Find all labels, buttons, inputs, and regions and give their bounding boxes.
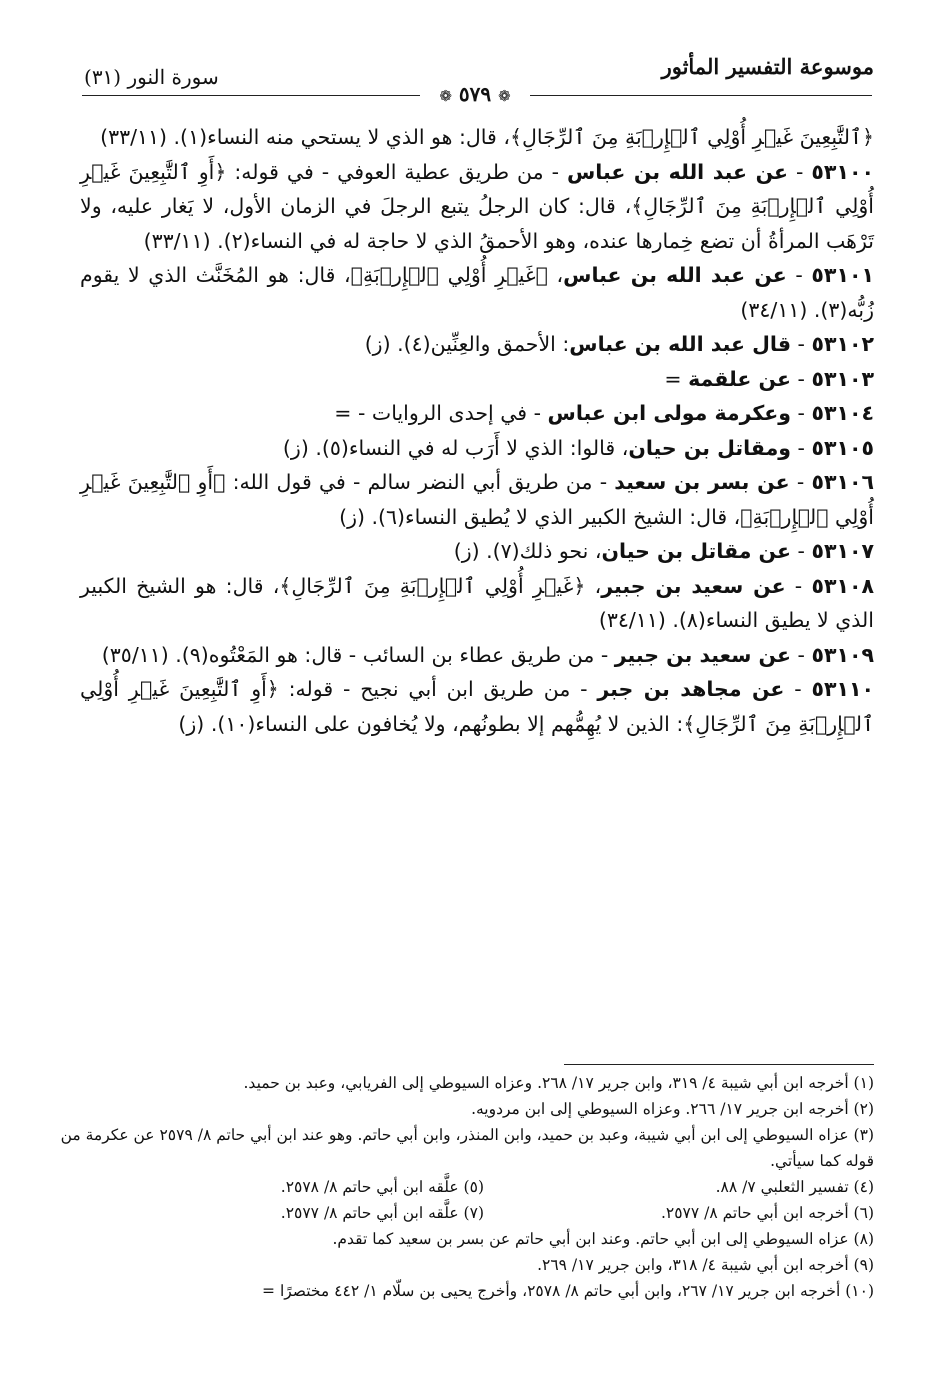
narration-number: ٥٣١٠١: [811, 263, 874, 287]
narration-53100: ٥٣١٠٠ - عن عبد الله بن عباس - من طريق عطية العوفي - في قوله: ﴿أَوِ ٱلتَّٰبِعِينَ غَيۡرِ أُوْلِي ٱلۡإِرۡبَةِ مِنَ ٱلرِّجَالِ﴾، قال: كان الرجلُ يتبع الرجلَ في الزمان الأول، لا يَغار عليه، ولا تَرْهَب المرأةُ أن تضع خِمارها عنده، وهو الأحمقُ الذي لا حاجة له في النساء(٢). (٣٣/١١): [80, 159, 874, 253]
footnote-divider: [564, 1064, 874, 1065]
narrator-name: وعكرمة مولى ابن عباس: [547, 401, 791, 425]
footnote-5: (٥) علَّقه ابن أبي حاتم ٨/ ٢٥٧٨.: [280, 1178, 484, 1196]
footnote-1: (١) أخرجه ابن أبي شيبة ٤/ ٣١٩، وابن جرير ١٧/ ٢٦٨. وعزاه السيوطي إلى الفريابي، وعبد بن حميد.: [243, 1074, 874, 1092]
narrator-name: عن سعيد بن جبير: [601, 573, 786, 598]
narration-text: ، قالوا: الذي لا أَرَب له في النساء(٥). (ز): [282, 435, 629, 460]
narrator-name: عن سعيد بن جبير: [614, 642, 791, 667]
footnote-3: (٣) عزاه السيوطي إلى ابن أبي شيبة، وعبد بن حميد، وابن المنذر، وابن أبي حاتم. وهو عند ابن أبي حاتم ٨/ ٢٥٧٩ عن عكرمة من قوله كما سيأتي.: [60, 1126, 874, 1170]
narrator-name: ومقاتل بن حيان: [628, 435, 791, 460]
narrator-name: عن عبد الله بن عباس: [563, 263, 787, 287]
narrator-name: عن علقمة: [688, 366, 791, 391]
page-number: ٥٧٩: [458, 82, 492, 106]
narration-53104: ٥٣١٠٤ - وعكرمة مولى ابن عباس - في إحدى الروايات - =: [334, 401, 874, 425]
narrator-name: عن مجاهد بن جبر: [597, 677, 785, 701]
footnote-row: [60, 1200, 874, 1226]
narration-53106: ٥٣١٠٦ - عن بسر بن سعيد - من طريق أبي النضر سالم - في قول الله: ﴿أَوِ ٱلتَّٰبِعِينَ غَيۡرِ أُوْلِي ٱلۡإِرۡبَةِ﴾، قال: الشيخ الكبير الذي لا يُطيق النساء(٦). (ز): [80, 470, 874, 529]
narration-text: ، ﴿غَيۡرِ أُوْلِي ٱلۡإِرۡبَةِ﴾، قال: هو المُخَنَّث الذي لا يقوم زُبُّه(٣). (٣٤/١١): [80, 263, 874, 322]
narration-text: : الأحمق والعِنِّين(٤). (ز): [364, 332, 570, 356]
book-title: موسوعة التفسير المأثور: [661, 54, 874, 79]
narration-53101: ٥٣١٠١ - عن عبد الله بن عباس، ﴿غَيۡرِ أُوْلِي ٱلۡإِرۡبَةِ﴾، قال: هو المُخَنَّث الذي لا يقوم زُبُّه(٣). (٣٤/١١): [80, 263, 874, 322]
narration-text: ، ﴿غَيۡرِ أُوْلِي ٱلۡإِرۡبَةِ مِنَ ٱلرِّجَالِ﴾، قال: هو الشيخ الكبير الذي لا يطيق النساء(٨). (٣٤/١١): [80, 573, 874, 632]
narration-53103: ٥٣١٠٣ - عن علقمة =: [664, 366, 874, 391]
narration-text: - من طريق عطاء بن السائب - قال: هو المَعْتُوه(٩). (٣٥/١١): [101, 642, 615, 667]
footnote-7: (٧) علَّقه ابن أبي حاتم ٨/ ٢٥٧٧.: [280, 1204, 484, 1222]
narration-text: =: [664, 366, 689, 391]
narrator-name: عن بسر بن سعيد: [614, 470, 790, 494]
narration-text: ، نحو ذلك(٧). (ز): [453, 539, 602, 563]
footnote-10: (١٠) أخرجه ابن جرير ١٧/ ٢٦٧، وابن أبي حاتم ٨/ ٢٥٧٨، وأخرج يحيى بن سلّام ١/ ٤٤٢ مختصرًا =: [262, 1282, 874, 1300]
narration-number: ٥٣١٠٣: [811, 366, 874, 391]
footnote-4: (٤) تفسير الثعلبي ٧/ ٨٨.: [715, 1178, 874, 1196]
narration-text: - من طريق أبي النضر سالم - في قول الله: ﴿أَوِ ٱلتَّٰبِعِينَ غَيۡرِ أُوْلِي ٱلۡإِرۡبَةِ﴾، قال: الشيخ الكبير الذي لا يُطيق النساء(٦). (ز): [80, 470, 874, 529]
footnote-9: (٩) أخرجه ابن أبي شيبة ٤/ ٣١٨، وابن جرير ١٧/ ٢٦٩.: [537, 1256, 874, 1274]
narration-53105: ٥٣١٠٥ - ومقاتل بن حيان، قالوا: الذي لا أَرَب له في النساء(٥). (ز): [282, 435, 874, 460]
narration-53102: ٥٣١٠٢ - قال عبد الله بن عباس: الأحمق والعِنِّين(٤). (ز): [364, 332, 874, 356]
narration-number: ٥٣١٠٥: [811, 435, 874, 460]
narration-text: - من طريق ابن أبي نجيح - قوله: ﴿أَوِ ٱلتَّٰبِعِينَ غَيۡرِ أُوْلِي ٱلۡإِرۡبَةِ مِنَ ٱلرِّجَالِ﴾: الذين لا يُهِمُّهم إلا بطونُهم، ولا يُخافون على النساء(١٠). (ز): [80, 677, 874, 736]
narrator-name: عن مقاتل بن حيان: [601, 539, 791, 563]
narration-53109: ٥٣١٠٩ - عن سعيد بن جبير - من طريق عطاء بن السائب - قال: هو المَعْتُوه(٩). (٣٥/١١): [101, 642, 874, 667]
narration-53107: ٥٣١٠٧ - عن مقاتل بن حيان، نحو ذلك(٧). (ز): [453, 539, 874, 563]
narration-number: ٥٣١٠٨: [811, 573, 874, 598]
footnote-8: (٨) عزاه السيوطي إلى ابن أبي حاتم. وعند ابن أبي حاتم عن بسر بن سعيد كما تقدم.: [332, 1230, 874, 1248]
footnote-6: (٦) أخرجه ابن أبي حاتم ٨/ ٢٥٧٧.: [660, 1204, 874, 1222]
ornament-icon: ❁: [498, 87, 511, 105]
narrator-name: قال عبد الله بن عباس: [569, 332, 791, 356]
paragraph-continuation: [80, 120, 874, 155]
ornament-icon: ❁: [439, 87, 452, 105]
narration-53108: ٥٣١٠٨ - عن سعيد بن جبير، ﴿غَيۡرِ أُوْلِي ٱلۡإِرۡبَةِ مِنَ ٱلرِّجَالِ﴾، قال: هو الشيخ الكبير الذي لا يطيق النساء(٨). (٣٤/١١): [80, 573, 874, 632]
footnote-2: (٢) أخرجه ابن جرير ١٧/ ٢٦٦. وعزاه السيوطي إلى ابن مردويه.: [471, 1100, 874, 1118]
narration-number: ٥٣١٠٩: [811, 642, 874, 667]
surah-label: سورة النور (٣١): [84, 65, 219, 89]
narration-number: ٥٣١١٠: [811, 677, 874, 701]
narration-number: ٥٣١٠٠: [811, 159, 874, 184]
narration-text: - في إحدى الروايات - =: [334, 401, 548, 425]
footnotes: [60, 1070, 874, 1304]
narration-number: ٥٣١٠٤: [811, 401, 874, 425]
page-number-block: [420, 80, 530, 108]
narration-number: ٥٣١٠٦: [811, 470, 874, 494]
main-text: [80, 120, 874, 741]
narration-53110: ٥٣١١٠ - عن مجاهد بن جبر - من طريق ابن أبي نجيح - قوله: ﴿أَوِ ٱلتَّٰبِعِينَ غَيۡرِ أُوْلِي ٱلۡإِرۡبَةِ مِنَ ٱلرِّجَالِ﴾: الذين لا يُهِمُّهم إلا بطونُهم، ولا يُخافون على النساء(١٠). (ز): [80, 677, 874, 736]
paragraph-text: ﴿ٱلتَّٰبِعِينَ غَيۡرِ أُوْلِي ٱلۡإِرۡبَةِ مِنَ ٱلرِّجَالِ﴾، قال: هو الذي لا يستحي منه النساء(١). (٣٣/١١): [100, 125, 874, 149]
narration-text: - من طريق عطية العوفي - في قوله: ﴿أَوِ ٱلتَّٰبِعِينَ غَيۡرِ أُوْلِي ٱلۡإِرۡبَةِ مِنَ ٱلرِّجَالِ﴾، قال: كان الرجلُ يتبع الرجلَ في الزمان الأول، لا يَغار عليه، ولا تَرْهَب المرأةُ أن تضع خِمارها عنده، وهو الأحمقُ الذي لا حاجة له في النساء(٢). (٣٣/١١): [80, 159, 874, 253]
footnote-row: [60, 1174, 874, 1200]
narrator-name: عن عبد الله بن عباس: [566, 159, 789, 184]
narration-number: ٥٣١٠٧: [811, 539, 874, 563]
narration-number: ٥٣١٠٢: [811, 332, 874, 356]
